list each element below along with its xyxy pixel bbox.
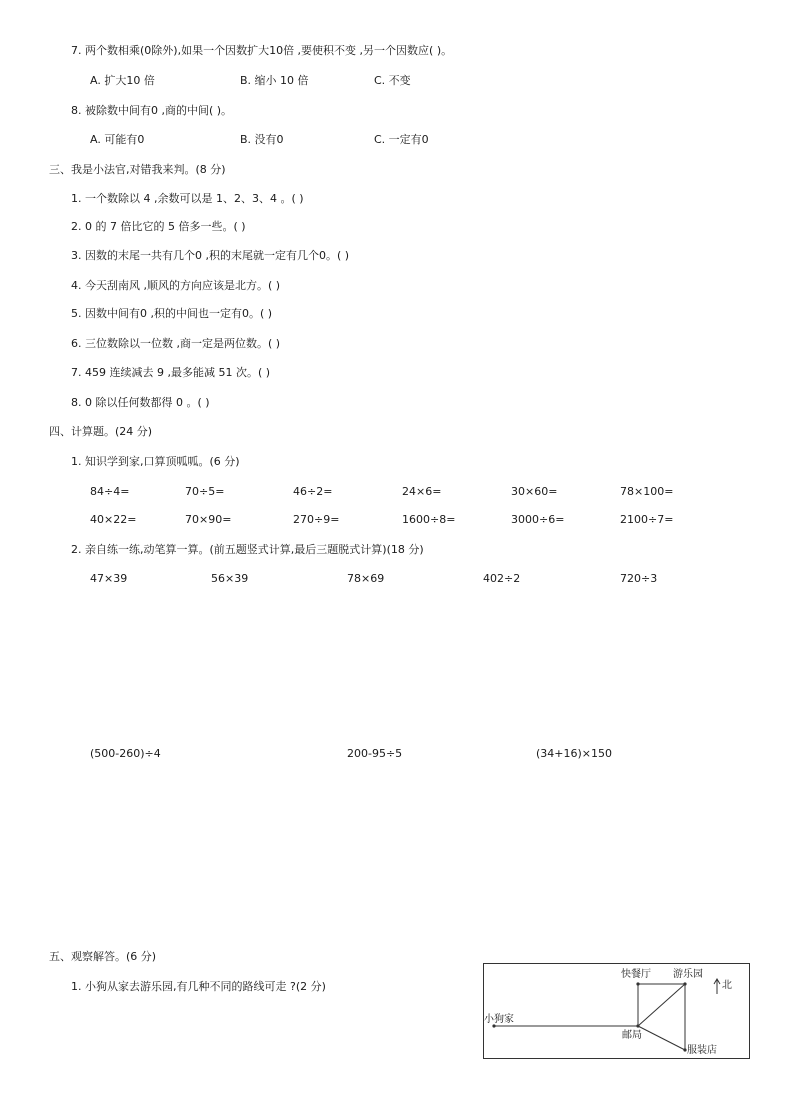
q8-option-a: A. 可能有0	[90, 133, 145, 146]
label-fastfood: 快餐厅	[621, 969, 651, 980]
section4-title: 四、计算题。(24 分)	[49, 425, 153, 438]
oral-subtitle: 1. 知识学到家,口算顶呱呱。(6 分)	[71, 455, 240, 468]
section3-title: 三、我是小法官,对错我来判。(8 分)	[49, 163, 226, 176]
judge-item-7: 7. 459 连续减去 9 ,最多能减 51 次。( )	[71, 366, 271, 379]
written-problem: 56×39	[211, 572, 249, 585]
judge-item-2: 2. 0 的 7 倍比它的 5 倍多一些。( )	[71, 220, 246, 233]
step-problem: (500-260)÷4	[90, 747, 161, 760]
oral-problem: 24×6=	[402, 485, 442, 498]
oral-problem: 78×100=	[620, 485, 674, 498]
oral-problem: 30×60=	[511, 485, 558, 498]
route-diagram	[483, 963, 750, 1059]
written-problem: 78×69	[347, 572, 385, 585]
judge-item-5: 5. 因数中间有0 ,积的中间也一定有0。( )	[71, 307, 273, 320]
oral-problem: 70÷5=	[185, 485, 225, 498]
q8-text: 8. 被除数中间有0 ,商的中间( )。	[71, 104, 233, 117]
written-problem: 720÷3	[620, 572, 658, 585]
step-problem: (34+16)×150	[536, 747, 613, 760]
oral-problem: 2100÷7=	[620, 513, 674, 526]
post-node	[636, 1024, 639, 1027]
oral-problem: 46÷2=	[293, 485, 333, 498]
judge-item-4: 4. 今天刮南风 ,顺风的方向应该是北方。( )	[71, 279, 281, 292]
judge-item-1: 1. 一个数除以 4 ,余数可以是 1、2、3、4 。( )	[71, 192, 304, 205]
q7-option-c: C. 不变	[374, 74, 411, 87]
oral-problem: 40×22=	[90, 513, 137, 526]
oral-problem: 70×90=	[185, 513, 232, 526]
step-problem: 200-95÷5	[347, 747, 403, 760]
q7-text: 7. 两个数相乘(0除外),如果一个因数扩大10倍 ,要使积不变 ,另一个因数应( )。	[71, 44, 453, 57]
label-north: 北	[722, 980, 732, 991]
judge-item-6: 6. 三位数除以一位数 ,商一定是两位数。( )	[71, 337, 281, 350]
label-dog-home: 小狗家	[484, 1014, 514, 1025]
oral-problem: 3000÷6=	[511, 513, 565, 526]
q8-option-c: C. 一定有0	[374, 133, 429, 146]
judge-item-8: 8. 0 除以任何数都得 0 。( )	[71, 396, 210, 409]
park-node	[683, 982, 686, 985]
written-problem: 47×39	[90, 572, 128, 585]
section5-title: 五、观察解答。(6 分)	[49, 950, 157, 963]
label-clothing: 服装店	[687, 1045, 717, 1056]
q8-option-b: B. 没有0	[240, 133, 284, 146]
oral-problem: 1600÷8=	[402, 513, 456, 526]
label-park: 游乐园	[673, 969, 703, 980]
written-subtitle: 2. 亲自练一练,动笔算一算。(前五题竖式计算,最后三题脱式计算)(18 分)	[71, 543, 424, 556]
label-post: 邮局	[622, 1030, 642, 1041]
q5-1-text: 1. 小狗从家去游乐园,有几种不同的路线可走 ?(2 分)	[71, 980, 326, 993]
judge-item-3: 3. 因数的末尾一共有几个0 ,积的末尾就一定有几个0。( )	[71, 249, 350, 262]
oral-problem: 84÷4=	[90, 485, 130, 498]
oral-problem: 270÷9=	[293, 513, 340, 526]
q7-option-b: B. 缩小 10 倍	[240, 74, 309, 87]
written-problem: 402÷2	[483, 572, 521, 585]
q7-option-a: A. 扩大10 倍	[90, 74, 155, 87]
fastfood-node	[636, 982, 639, 985]
